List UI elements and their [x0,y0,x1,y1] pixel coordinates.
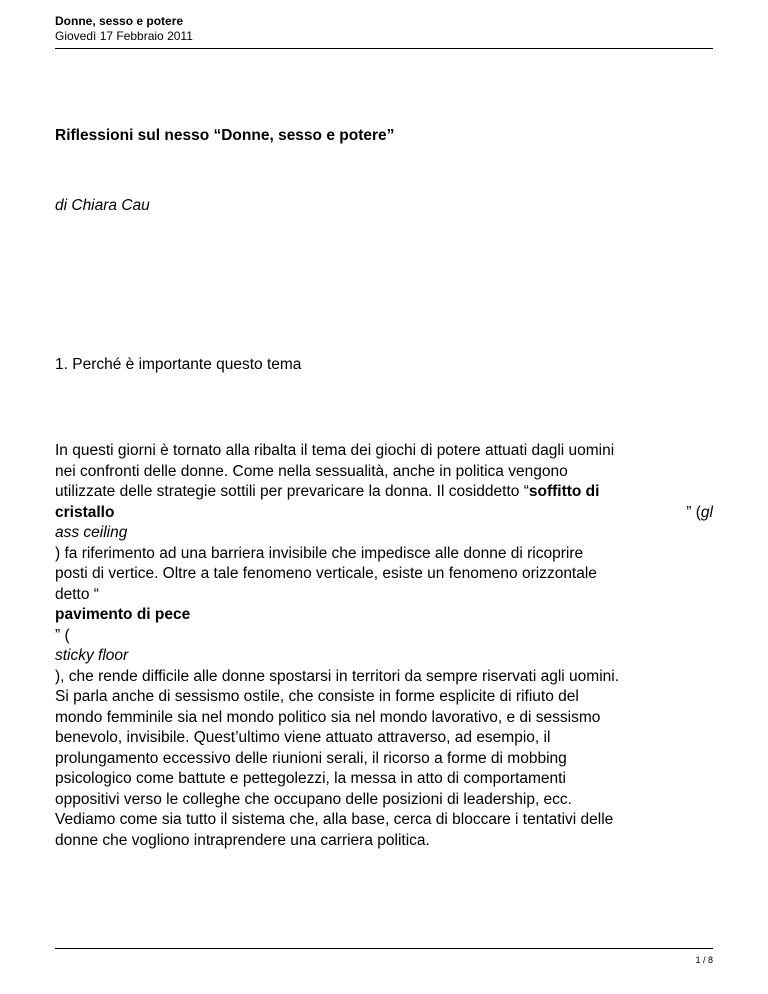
bold-term: pavimento di pece [55,606,191,623]
article-title: Riflessioni sul nesso “Donne, sesso e potere” [55,127,395,144]
paragraph-line: donne che vogliono intraprendere una carriera politica. [55,831,430,849]
paragraph-line: prolungamento eccessivo delle riunioni serali, il ricorso a forme di mobbing [55,749,567,767]
paragraph-line: ) fa riferimento ad una barriera invisibile che impedisce alle donne di ricoprire [55,544,584,562]
paragraph-line: ), che rende difficile alle donne spostarsi in territori da sempre riservati agli uomini. [55,667,620,685]
paragraph-line: detto “ [55,585,99,603]
paragraph-line: posti di vertice. Oltre a tale fenomeno verticale, esiste un fenomeno orizzontale [55,565,597,582]
paragraph-line: ” ( [55,626,70,644]
header-title: Donne, sesso e potere [55,14,184,28]
article-paragraph [55,441,713,851]
paragraph-line: utilizzate delle strategie sottili per prevaricare la donna. Il cosiddetto “soffitto di [55,483,600,500]
header-date: Giovedì 17 Febbraio 2011 [55,29,193,43]
page-header [55,14,193,44]
article-author: di Chiara Cau [55,197,150,214]
paragraph-line: oppositivi verso le colleghe che occupano delle posizioni di leadership, ecc. [55,790,572,808]
page-number: 1 / 8 [695,955,713,965]
bold-term: cristallo [55,503,115,521]
paragraph-line: benevolo, invisibile. Quest’ultimo viene attuato attraverso, ad esempio, il [55,729,551,746]
paragraph-line [55,646,713,667]
paragraph-line [55,523,713,544]
paragraph-line: nei confronti delle donne. Come nella sessualità, anche in politica vengono [55,462,568,480]
italic-term: sticky floor [55,647,129,664]
paragraph-line [55,605,713,626]
section-heading: 1. Perché è importante questo tema [55,356,302,373]
bold-term: soffitto di [528,483,600,500]
paragraph-line: cristallo ” (gl [55,503,713,521]
header-divider [55,48,713,49]
paragraph-line: Vediamo come sia tutto il sistema che, alla base, cerca di bloccare i tentativi delle [55,811,614,828]
paragraph-line: mondo femminile sia nel mondo politico sia nel mondo lavorativo, e di sessismo [55,708,601,726]
paragraph-line: Si parla anche di sessismo ostile, che consiste in forme esplicite di rifiuto del [55,688,579,705]
italic-term: ass ceiling [55,524,128,541]
paragraph-line: psicologico come battute e pettegolezzi, la messa in atto di comportamenti [55,770,566,787]
paragraph-line: In questi giorni è tornato alla ribalta il tema dei giochi di potere attuati dagli uomini [55,442,615,459]
footer-divider [55,948,713,949]
